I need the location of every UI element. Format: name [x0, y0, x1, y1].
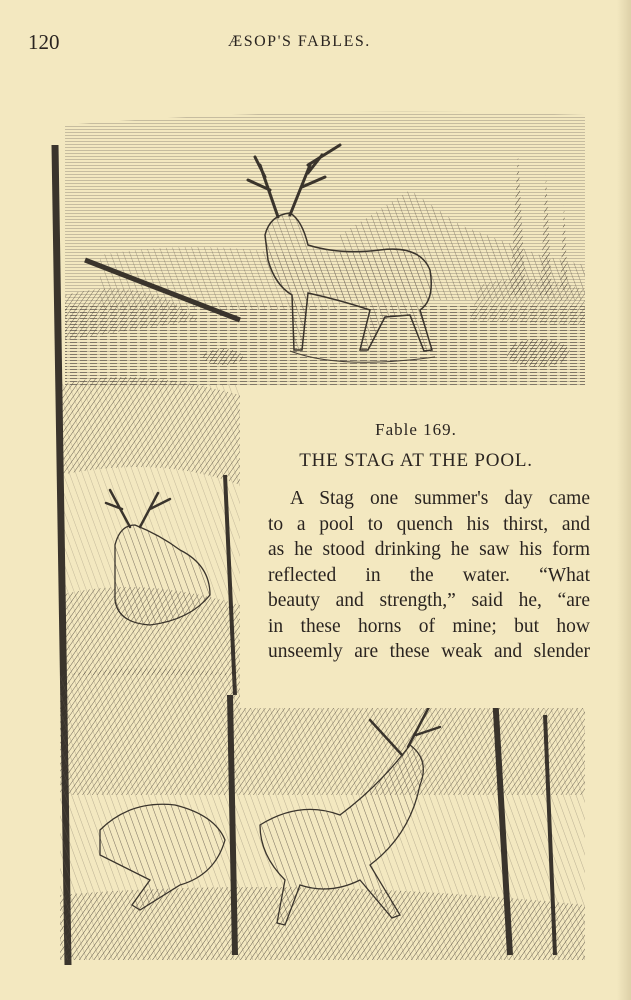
page-edge-shadow — [617, 0, 631, 1000]
fable-title: THE STAG AT THE POOL. — [299, 450, 533, 471]
fable-number: Fable 169. — [375, 420, 457, 439]
page-header — [0, 30, 631, 58]
fable-body — [268, 486, 590, 665]
fable-line-6: in these horns of mine; but how — [268, 615, 590, 637]
fable-text-panel — [240, 386, 592, 708]
fable-line-2: to a pool to quench his thirst, and — [268, 513, 590, 535]
fable-line-1: A Stag one summer's day came — [290, 488, 590, 509]
hound-chase-scene — [60, 668, 585, 960]
page-number: 120 — [28, 30, 60, 54]
fable-line-5: beauty and strength,” said he, “are — [268, 590, 590, 611]
fable-line-3: as he stood drinking he saw his form — [268, 539, 590, 560]
fable-line-4: reflected in the water. “What — [268, 564, 590, 586]
stag-at-pool-scene — [65, 112, 585, 385]
running-title: ÆSOP'S FABLES. — [228, 33, 371, 50]
fable-line-7: unseemly are these weak and slender — [268, 641, 590, 662]
